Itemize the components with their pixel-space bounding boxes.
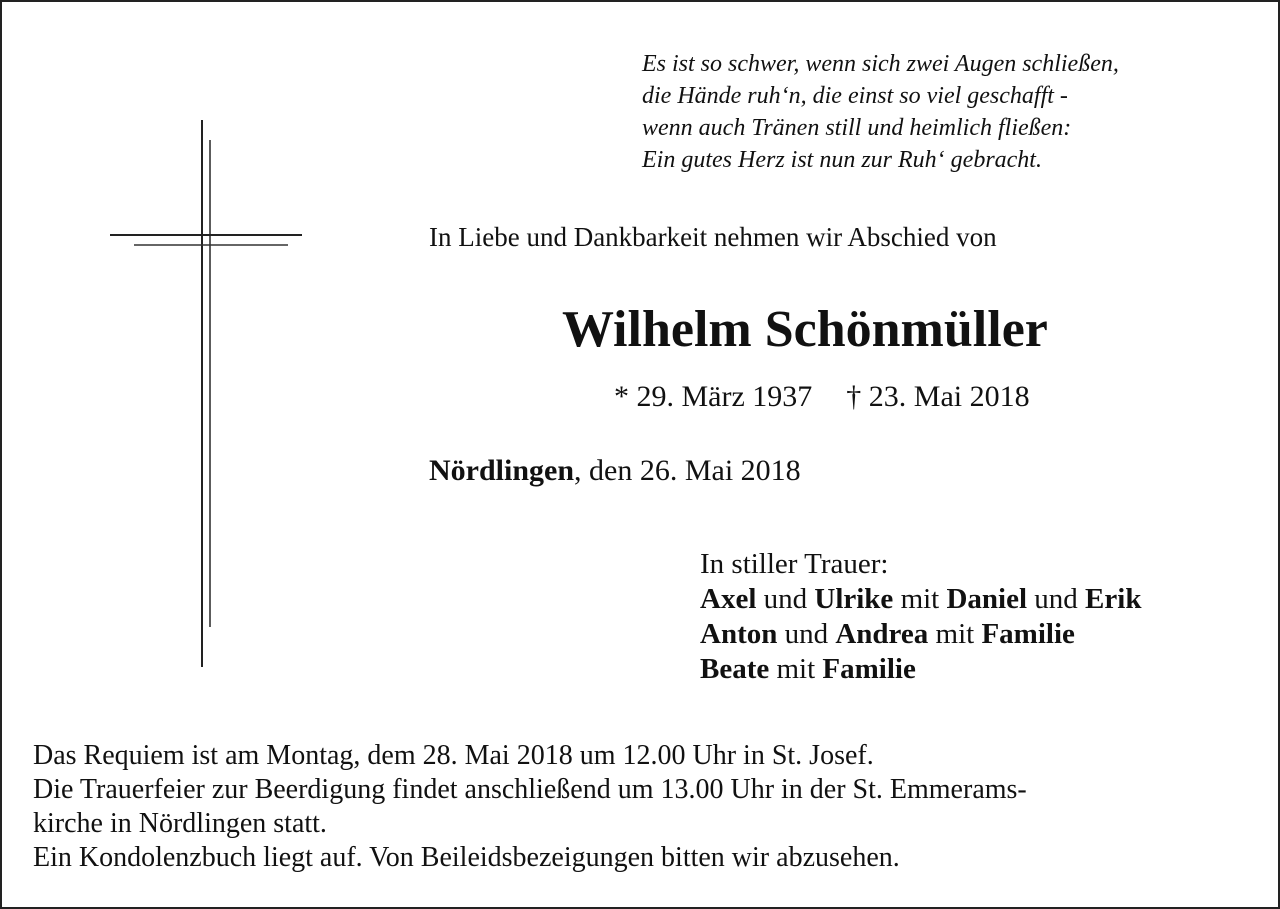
service-line: Ein Kondolenzbuch liegt auf. Von Beileidsbezeigungen bitten wir abzusehen. — [33, 842, 900, 873]
service-info — [33, 739, 1027, 875]
mourner-name: Erik — [1085, 583, 1142, 615]
mourner-name: Familie — [822, 653, 916, 685]
date: , den 26. Mai 2018 — [574, 454, 801, 487]
mourners-line — [700, 617, 1141, 652]
mourners-block — [700, 547, 1141, 687]
place: Nördlingen — [429, 454, 575, 487]
mourners-line — [700, 652, 1141, 687]
service-line: Die Trauerfeier zur Beerdigung findet anschließend um 13.00 Uhr in der St. Emmerams- — [33, 774, 1027, 805]
mourner-conjunction: und — [1027, 583, 1086, 615]
mourner-conjunction: mit — [928, 618, 982, 650]
poem-line: wenn auch Tränen still und heimlich fließen: — [642, 115, 1072, 141]
death-date: † 23. Mai 2018 — [846, 380, 1030, 413]
mourner-conjunction: mit — [893, 583, 947, 615]
mourner-name: Daniel — [946, 583, 1028, 615]
mourner-conjunction: mit — [769, 653, 823, 685]
cross-icon — [102, 112, 312, 672]
life-dates — [614, 380, 1030, 414]
place-and-date — [429, 454, 801, 488]
service-line: Das Requiem ist am Montag, dem 28. Mai 2018 um 12.00 Uhr in St. Josef. — [33, 740, 874, 771]
service-line: kirche in Nördlingen statt. — [33, 808, 327, 839]
mourner-name: Beate — [700, 653, 770, 685]
poem — [642, 48, 1119, 176]
mourner-conjunction: und — [777, 618, 836, 650]
mourner-name: Andrea — [835, 618, 929, 650]
mourners-line — [700, 582, 1141, 617]
mourner-name: Anton — [700, 618, 778, 650]
mourners-heading: In stiller Trauer: — [700, 548, 889, 580]
mourner-conjunction: und — [756, 583, 815, 615]
mourner-name: Familie — [981, 618, 1075, 650]
mourner-name: Axel — [700, 583, 757, 615]
birth-date: * 29. März 1937 — [614, 380, 813, 413]
farewell-intro: In Liebe und Dankbarkeit nehmen wir Abschied von — [429, 222, 997, 252]
deceased-name: Wilhelm Schönmüller — [562, 301, 1048, 358]
poem-line: die Hände ruh‘n, die einst so viel geschafft - — [642, 83, 1068, 109]
poem-line: Es ist so schwer, wenn sich zwei Augen schließen, — [642, 51, 1119, 77]
poem-line: Ein gutes Herz ist nun zur Ruh‘ gebracht. — [642, 147, 1042, 173]
mourner-name: Ulrike — [814, 583, 894, 615]
